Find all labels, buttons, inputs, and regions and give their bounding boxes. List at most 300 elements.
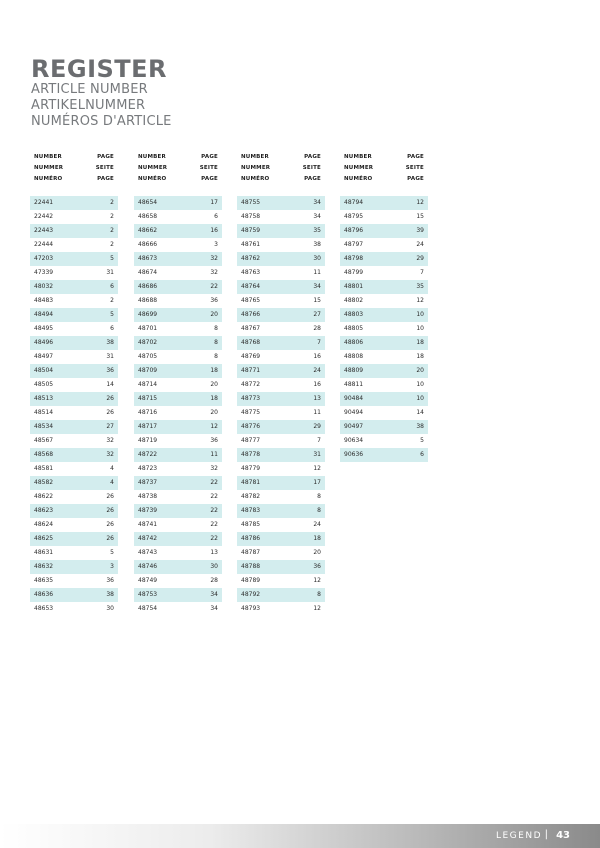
article-number: 48662 — [138, 227, 158, 234]
page-reference: 14 — [416, 409, 424, 416]
table-row — [30, 406, 118, 420]
table-row — [237, 588, 325, 602]
column-header — [30, 152, 118, 186]
article-number: 48636 — [34, 591, 54, 598]
article-number: 48674 — [138, 269, 158, 276]
table-row — [237, 266, 325, 280]
page-reference: 36 — [210, 297, 218, 304]
table-row — [30, 420, 118, 434]
article-number: 48632 — [34, 563, 54, 570]
page-reference: 3 — [214, 241, 218, 248]
page-reference: 11 — [313, 409, 321, 416]
article-number: 48808 — [344, 353, 364, 360]
article-number: 48741 — [138, 521, 158, 528]
page-reference: 2 — [110, 241, 114, 248]
header-page-fr: PAGE — [407, 176, 424, 182]
article-number: 48709 — [138, 367, 158, 374]
table-row — [134, 308, 222, 322]
article-number: 48801 — [344, 283, 364, 290]
header-number-de: NUMMER — [138, 165, 168, 171]
page-reference: 26 — [106, 507, 114, 514]
article-number: 48496 — [34, 339, 54, 346]
article-number: 48796 — [344, 227, 364, 234]
footer-section-label: LEGEND — [495, 831, 542, 841]
article-number: 48775 — [241, 409, 261, 416]
table-row — [134, 518, 222, 532]
table-row — [237, 364, 325, 378]
page-reference: 34 — [313, 283, 321, 290]
article-number: 48567 — [34, 437, 54, 444]
article-number: 48582 — [34, 479, 54, 486]
header-number-fr: NUMÉRO — [241, 176, 270, 182]
article-number: 48658 — [138, 213, 158, 220]
page-reference: 2 — [110, 199, 114, 206]
page-reference: 24 — [313, 367, 321, 374]
page-reference: 12 — [416, 297, 424, 304]
article-number: 48786 — [241, 535, 261, 542]
page-reference: 12 — [313, 605, 321, 612]
article-number: 48625 — [34, 535, 54, 542]
table-row — [30, 308, 118, 322]
table-row — [30, 546, 118, 560]
article-number: 48739 — [138, 507, 158, 514]
page-reference: 18 — [210, 367, 218, 374]
article-number: 48719 — [138, 437, 158, 444]
table-row — [134, 364, 222, 378]
article-number: 48622 — [34, 493, 54, 500]
page-reference: 8 — [214, 353, 218, 360]
article-number: 48717 — [138, 423, 158, 430]
register-column-2 — [134, 152, 222, 612]
table-row — [237, 532, 325, 546]
table-row — [30, 532, 118, 546]
page-reference: 14 — [106, 381, 114, 388]
page-reference: 27 — [106, 423, 114, 430]
table-row — [237, 252, 325, 266]
article-number: 48761 — [241, 241, 261, 248]
page-reference: 29 — [416, 255, 424, 262]
page-reference: 31 — [106, 269, 114, 276]
article-number: 22443 — [34, 227, 54, 234]
page-reference: 36 — [313, 563, 321, 570]
page-reference: 5 — [420, 437, 424, 444]
page-reference: 20 — [210, 311, 218, 318]
page-reference: 30 — [313, 255, 321, 262]
page-reference: 38 — [106, 339, 114, 346]
table-row — [30, 252, 118, 266]
article-number: 48654 — [138, 199, 158, 206]
page-reference: 20 — [313, 549, 321, 556]
subtitle-french: NUMÉROS D'ARTICLE — [31, 114, 172, 129]
table-row — [30, 462, 118, 476]
article-number: 48754 — [138, 605, 158, 612]
table-row — [134, 574, 222, 588]
page-reference: 39 — [416, 227, 424, 234]
page-reference: 38 — [106, 591, 114, 598]
page-reference: 36 — [106, 577, 114, 584]
article-number: 48803 — [344, 311, 364, 318]
article-number: 48635 — [34, 577, 54, 584]
table-row — [340, 434, 428, 448]
article-number: 48789 — [241, 577, 261, 584]
table-row — [237, 196, 325, 210]
table-row — [237, 336, 325, 350]
table-row — [134, 588, 222, 602]
table-row — [340, 308, 428, 322]
article-number: 48688 — [138, 297, 158, 304]
page-reference: 5 — [110, 255, 114, 262]
page-reference: 4 — [110, 465, 114, 472]
table-row — [30, 448, 118, 462]
table-row — [237, 210, 325, 224]
table-row — [134, 322, 222, 336]
register-rows — [134, 196, 222, 616]
article-number: 48758 — [241, 213, 261, 220]
article-number: 48806 — [344, 339, 364, 346]
article-number: 48792 — [241, 591, 261, 598]
page-reference: 11 — [313, 269, 321, 276]
article-number: 48802 — [344, 297, 364, 304]
article-number: 48623 — [34, 507, 54, 514]
article-number: 48483 — [34, 297, 54, 304]
table-row — [134, 560, 222, 574]
page-reference: 26 — [106, 535, 114, 542]
article-number: 48666 — [138, 241, 158, 248]
article-number: 48755 — [241, 199, 261, 206]
table-row — [134, 336, 222, 350]
page-reference: 12 — [313, 577, 321, 584]
table-row — [30, 238, 118, 252]
article-number: 90494 — [344, 409, 364, 416]
article-number: 48631 — [34, 549, 54, 556]
article-number: 48788 — [241, 563, 261, 570]
page-reference: 26 — [106, 493, 114, 500]
table-row — [134, 504, 222, 518]
article-number: 48686 — [138, 283, 158, 290]
table-row — [30, 196, 118, 210]
table-row — [237, 392, 325, 406]
article-number: 48673 — [138, 255, 158, 262]
table-row — [237, 378, 325, 392]
header-number-fr: NUMÉRO — [34, 176, 63, 182]
page-reference: 8 — [317, 507, 321, 514]
article-number: 48783 — [241, 507, 261, 514]
register-tables — [0, 152, 600, 632]
page-reference: 27 — [313, 311, 321, 318]
table-row — [134, 476, 222, 490]
article-number: 48759 — [241, 227, 261, 234]
article-number: 48701 — [138, 325, 158, 332]
table-row — [237, 294, 325, 308]
page-reference: 16 — [313, 381, 321, 388]
article-number: 48581 — [34, 465, 54, 472]
title-block — [31, 56, 172, 130]
table-row — [237, 574, 325, 588]
article-number: 48624 — [34, 521, 54, 528]
article-number: 48785 — [241, 521, 261, 528]
table-row — [30, 560, 118, 574]
article-number: 48714 — [138, 381, 158, 388]
page-reference: 22 — [210, 507, 218, 514]
article-number: 48032 — [34, 283, 54, 290]
table-row — [30, 588, 118, 602]
page-reference: 16 — [313, 353, 321, 360]
article-number: 48778 — [241, 451, 261, 458]
article-number: 48763 — [241, 269, 261, 276]
page-reference: 35 — [416, 283, 424, 290]
page-reference: 12 — [210, 423, 218, 430]
article-number: 48702 — [138, 339, 158, 346]
page-reference: 18 — [313, 535, 321, 542]
article-number: 48797 — [344, 241, 364, 248]
article-number: 48794 — [344, 199, 364, 206]
table-row — [237, 420, 325, 434]
table-row — [134, 392, 222, 406]
article-number: 48723 — [138, 465, 158, 472]
article-number: 48494 — [34, 311, 54, 318]
table-row — [237, 308, 325, 322]
page-reference: 15 — [313, 297, 321, 304]
page-reference: 29 — [313, 423, 321, 430]
page-reference: 10 — [416, 325, 424, 332]
article-number: 48653 — [34, 605, 54, 612]
page-reference: 20 — [210, 381, 218, 388]
table-row — [340, 420, 428, 434]
article-number: 48768 — [241, 339, 261, 346]
table-row — [237, 560, 325, 574]
header-page-en: PAGE — [304, 154, 321, 160]
table-row — [340, 378, 428, 392]
table-row — [237, 462, 325, 476]
table-row — [134, 280, 222, 294]
table-row — [340, 448, 428, 462]
table-row — [340, 294, 428, 308]
page-reference: 15 — [416, 213, 424, 220]
article-number: 48779 — [241, 465, 261, 472]
table-row — [134, 252, 222, 266]
page-reference: 26 — [106, 521, 114, 528]
table-row — [30, 364, 118, 378]
page-reference: 18 — [416, 339, 424, 346]
article-number: 48705 — [138, 353, 158, 360]
article-number: 48767 — [241, 325, 261, 332]
page-reference: 6 — [110, 283, 114, 290]
page-reference: 18 — [210, 395, 218, 402]
page-reference: 28 — [313, 325, 321, 332]
article-number: 22444 — [34, 241, 54, 248]
article-number: 48495 — [34, 325, 54, 332]
table-row — [30, 350, 118, 364]
table-row — [237, 238, 325, 252]
table-row — [237, 518, 325, 532]
article-number: 48787 — [241, 549, 261, 556]
page-reference: 4 — [110, 479, 114, 486]
header-page-de: SEITE — [95, 165, 114, 171]
article-number: 48715 — [138, 395, 158, 402]
page-number: 43 — [556, 830, 570, 841]
page-reference: 7 — [317, 339, 321, 346]
table-row — [340, 406, 428, 420]
page-reference: 5 — [110, 311, 114, 318]
table-row — [134, 434, 222, 448]
page-reference: 6 — [420, 451, 424, 458]
page-reference: 38 — [416, 423, 424, 430]
register-column-3 — [237, 152, 325, 612]
article-number: 90497 — [344, 423, 364, 430]
table-row — [340, 336, 428, 350]
article-number: 48809 — [344, 367, 364, 374]
header-page-fr: PAGE — [201, 176, 218, 182]
table-row — [134, 196, 222, 210]
page-footer — [0, 824, 600, 848]
table-row — [237, 504, 325, 518]
table-row — [134, 350, 222, 364]
table-row — [134, 448, 222, 462]
page-reference: 8 — [214, 339, 218, 346]
article-number: 48568 — [34, 451, 54, 458]
register-rows — [237, 196, 325, 616]
page-reference: 28 — [210, 577, 218, 584]
table-row — [237, 490, 325, 504]
column-header — [134, 152, 222, 186]
header-page-en: PAGE — [201, 154, 218, 160]
page-reference: 31 — [313, 451, 321, 458]
register-column-1 — [30, 152, 118, 612]
subtitle-english: ARTICLE NUMBER — [31, 82, 148, 97]
table-row — [134, 294, 222, 308]
article-number: 48805 — [344, 325, 364, 332]
article-number: 47339 — [34, 269, 54, 276]
page-reference: 8 — [317, 591, 321, 598]
table-row — [340, 392, 428, 406]
table-row — [30, 602, 118, 616]
article-number: 48764 — [241, 283, 261, 290]
article-number: 48513 — [34, 395, 54, 402]
article-number: 48772 — [241, 381, 261, 388]
table-row — [237, 476, 325, 490]
header-number-en: NUMBER — [138, 154, 166, 160]
table-row — [340, 252, 428, 266]
page-reference: 2 — [110, 213, 114, 220]
table-row — [237, 406, 325, 420]
page-reference: 30 — [106, 605, 114, 612]
article-number: 48749 — [138, 577, 158, 584]
header-number-en: NUMBER — [34, 154, 62, 160]
page-reference: 20 — [416, 367, 424, 374]
table-row — [30, 392, 118, 406]
table-row — [30, 504, 118, 518]
article-number: 48722 — [138, 451, 158, 458]
table-row — [340, 364, 428, 378]
header-number-en: NUMBER — [344, 154, 372, 160]
page-reference: 22 — [210, 283, 218, 290]
header-number-de: NUMMER — [241, 165, 271, 171]
article-number: 48798 — [344, 255, 364, 262]
article-number: 48795 — [344, 213, 364, 220]
page-reference: 10 — [416, 381, 424, 388]
table-row — [134, 210, 222, 224]
article-number: 48771 — [241, 367, 261, 374]
register-rows — [340, 196, 428, 462]
table-row — [30, 378, 118, 392]
page-reference: 11 — [210, 451, 218, 458]
page-reference: 34 — [210, 605, 218, 612]
article-number: 48777 — [241, 437, 261, 444]
table-row — [30, 574, 118, 588]
table-row — [237, 546, 325, 560]
page-reference: 13 — [210, 549, 218, 556]
page-reference: 17 — [313, 479, 321, 486]
page-reference: 13 — [313, 395, 321, 402]
table-row — [134, 490, 222, 504]
table-row — [340, 280, 428, 294]
page-reference: 32 — [210, 465, 218, 472]
page-reference: 32 — [106, 437, 114, 444]
table-row — [134, 406, 222, 420]
page-reference: 22 — [210, 521, 218, 528]
header-page-fr: PAGE — [304, 176, 321, 182]
page-reference: 38 — [313, 241, 321, 248]
table-row — [30, 294, 118, 308]
article-number: 90634 — [344, 437, 364, 444]
page-reference: 26 — [106, 395, 114, 402]
header-page-fr: PAGE — [97, 176, 114, 182]
table-row — [30, 210, 118, 224]
article-number: 48514 — [34, 409, 54, 416]
page-reference: 2 — [110, 297, 114, 304]
page-reference: 24 — [313, 521, 321, 528]
article-number: 48737 — [138, 479, 158, 486]
article-number: 48793 — [241, 605, 261, 612]
page-reference: 36 — [106, 367, 114, 374]
header-page-de: SEITE — [199, 165, 218, 171]
table-row — [30, 336, 118, 350]
table-row — [340, 350, 428, 364]
page-reference: 17 — [210, 199, 218, 206]
article-number: 22441 — [34, 199, 54, 206]
table-row — [237, 602, 325, 616]
table-row — [237, 224, 325, 238]
table-row — [30, 476, 118, 490]
page-reference: 5 — [110, 549, 114, 556]
page-reference: 7 — [317, 437, 321, 444]
header-number-fr: NUMÉRO — [344, 176, 373, 182]
table-row — [340, 196, 428, 210]
page-reference: 36 — [210, 437, 218, 444]
header-page-de: SEITE — [405, 165, 424, 171]
page-reference: 24 — [416, 241, 424, 248]
table-row — [134, 532, 222, 546]
table-row — [30, 490, 118, 504]
table-row — [340, 322, 428, 336]
article-number: 48534 — [34, 423, 54, 430]
header-page-en: PAGE — [407, 154, 424, 160]
page-reference: 2 — [110, 227, 114, 234]
table-row — [237, 322, 325, 336]
page-reference: 22 — [210, 479, 218, 486]
header-number-fr: NUMÉRO — [138, 176, 167, 182]
table-row — [237, 448, 325, 462]
table-row — [30, 518, 118, 532]
article-number: 48762 — [241, 255, 261, 262]
table-row — [134, 238, 222, 252]
table-row — [30, 266, 118, 280]
article-number: 90484 — [344, 395, 364, 402]
page-reference: 31 — [106, 353, 114, 360]
table-row — [30, 280, 118, 294]
article-number: 48811 — [344, 381, 364, 388]
table-row — [134, 378, 222, 392]
